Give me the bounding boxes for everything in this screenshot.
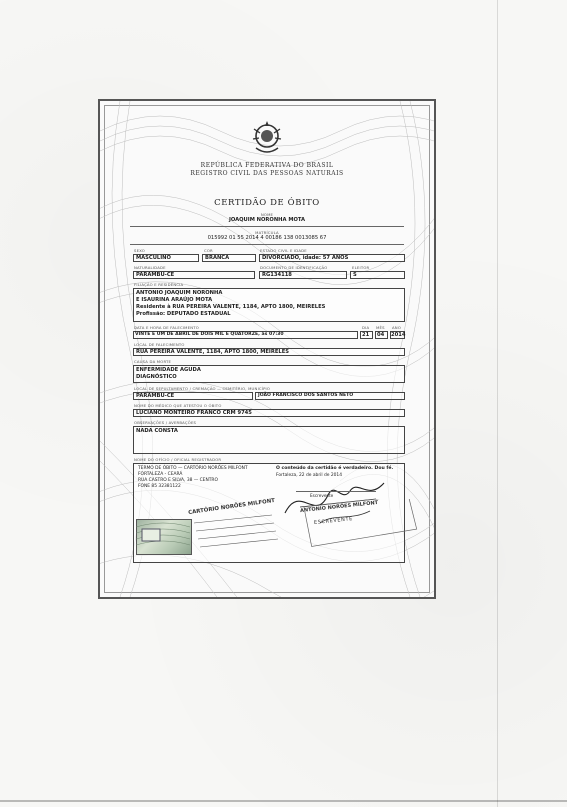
- attestation-text: O conteúdo da certidão é verdadeiro. Dou fé.: [276, 466, 394, 471]
- death-month-value: 04: [377, 332, 385, 338]
- death-cause-line1: ENFERMIDADE AGUDA: [136, 367, 201, 373]
- matricula-number: 015992 01 55 2014 4 00186 138 0013085 67: [207, 235, 327, 241]
- registry-stamp-lines: [192, 511, 282, 555]
- death-cause-line2: DIAGNÓSTICO: [136, 374, 177, 380]
- burial-city-value: PARAMBU-CE: [136, 393, 175, 399]
- notes-value: NADA CONSTA: [136, 428, 178, 434]
- color-value: BRANCA: [205, 255, 230, 261]
- affiliation-mother: E ISAURINA ARAÚJO MOTA: [136, 297, 213, 303]
- death-datetime-label: DATA E HORA DE FALECIMENTO: [134, 325, 199, 330]
- voter-value: S: [353, 272, 357, 278]
- office-line4: FONE 85 32381122: [138, 484, 181, 489]
- matricula-underline: [130, 244, 404, 245]
- death-datetime-value: VINTE E UM DE ABRIL DE DOIS MIL E QUATORZE, às 07:30: [135, 332, 284, 337]
- signature-line: [296, 491, 376, 492]
- registry-heading: REGISTRO CIVIL DAS PESSOAS NATURAIS: [190, 170, 344, 177]
- notes-label: OBSERVAÇÕES / AVERBAÇÕES: [134, 420, 197, 425]
- coat-of-arms-icon: [250, 119, 284, 157]
- death-month-label: MÊS: [376, 325, 385, 330]
- burial-cemetery-value: JOÃO FRANCISCO DOS SANTOS NETO: [258, 393, 354, 398]
- civil-status-value: DIVORCIADO, idade: 57 ANOS: [262, 255, 349, 261]
- office-label: NOME DO OFÍCIO / OFICIAL REGISTRADOR: [134, 457, 222, 462]
- office-line2: FORTALEZA - CEARÁ: [138, 472, 183, 477]
- death-certificate: [98, 99, 436, 599]
- voter-box: [350, 271, 405, 279]
- deceased-name: JOAQUIM NORONHA MOTA: [228, 217, 306, 223]
- doctor-label: NOME DO MÉDICO QUE ATESTOU O ÓBITO: [134, 403, 222, 408]
- death-place-value: RUA PEREIRA VALENTE, 1184, APTO 1800, MEIRELES: [136, 349, 289, 355]
- voter-label: ELEITOR: [352, 265, 370, 270]
- id-value: RG134118: [262, 272, 292, 278]
- office-stamp-name: CARTÓRIO NORÕES MILFONT: [187, 497, 276, 517]
- death-year-label: ANO: [392, 325, 402, 330]
- office-line3: RUA CASTRO E SILVA, 38 — CENTRO: [138, 478, 218, 483]
- name-underline: [130, 226, 404, 227]
- death-day-label: DIA: [362, 325, 370, 330]
- id-label: DOCUMENTO DE IDENTIFICAÇÃO: [260, 265, 328, 270]
- birthplace-value: PARAMBU-CE: [136, 272, 175, 278]
- color-label: COR: [204, 248, 213, 253]
- republic-heading: REPÚBLICA FEDERATIVA DO BRASIL: [200, 162, 334, 169]
- death-year-value: 2014: [391, 332, 406, 338]
- security-seal-pattern: [136, 519, 190, 553]
- death-cause-label: CAUSA DA MORTE: [134, 359, 172, 364]
- affiliation-father: ANTONIO JOAQUIM NORONHA: [136, 290, 223, 296]
- name-label: NOME: [260, 212, 274, 217]
- attestation-date: Fortaleza, 22 de abril de 2014: [276, 473, 343, 478]
- signatory-stamp-name: ANTONIO NORÕES MILFONT: [299, 499, 379, 515]
- birthplace-label: NATURALIDADE: [134, 265, 166, 270]
- scan-fold-line: [497, 0, 498, 807]
- office-line1: TERMO DE ÓBITO — CARTÓRIO NORÕES MILFONT: [138, 466, 248, 471]
- matricula-label: MATRÍCULA: [255, 230, 279, 235]
- death-place-label: LOCAL DE FALECIMENTO: [134, 342, 185, 347]
- affiliation-label: FILIAÇÃO E RESIDÊNCIA: [134, 282, 184, 287]
- certificate-title: CERTIDÃO DE ÓBITO: [214, 198, 320, 208]
- clerk-title: Escrevente: [310, 493, 334, 498]
- burial-label: LOCAL DE SEPULTAMENTO / CREMAÇÃO — CEMITÉRIO, MUNICÍPIO: [134, 386, 271, 391]
- signatory-stamp-title: ESCREVENTE: [313, 515, 354, 527]
- civil-status-label: ESTADO CIVIL E IDADE: [260, 248, 307, 253]
- affiliation-profession: Profissão: DEPUTADO ESTADUAL: [136, 311, 231, 317]
- sex-label: SEXO: [134, 248, 145, 253]
- scan-bottom-edge: [0, 800, 567, 802]
- affiliation-residence: Residente à RUA PEREIRA VALENTE, 1184, APTO 1800, MEIRELES: [136, 304, 326, 310]
- doctor-value: LUCIANO MONTEIRO FRANCO CRM 9745: [136, 410, 252, 416]
- death-day-value: 21: [362, 332, 370, 338]
- sex-value: MASCULINO: [136, 255, 171, 261]
